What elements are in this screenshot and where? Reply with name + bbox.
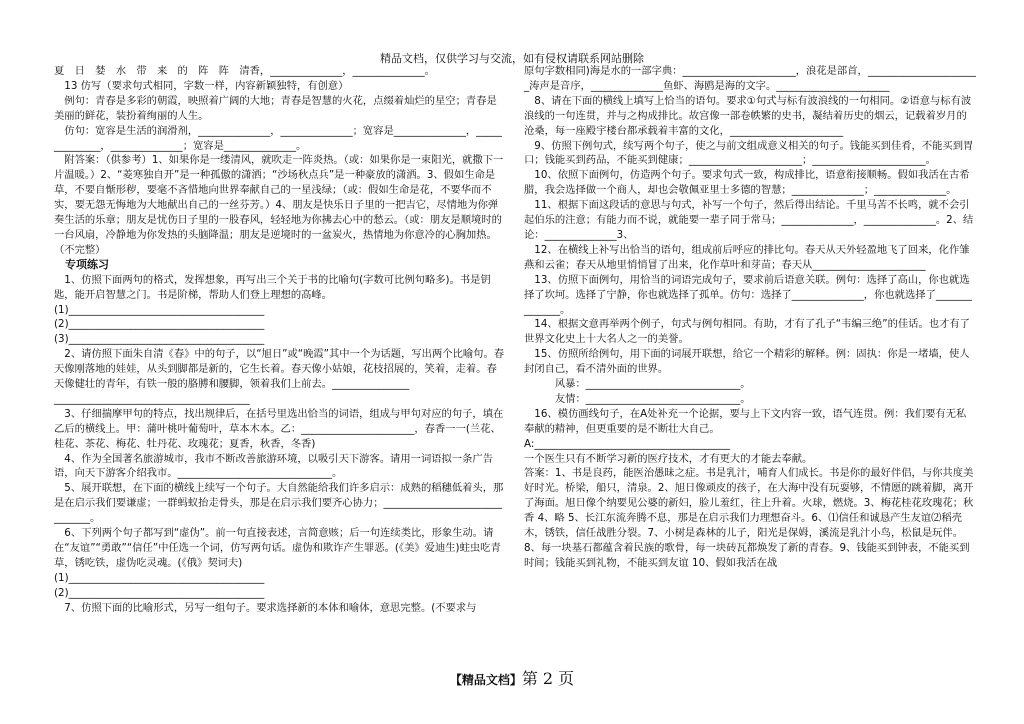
right-para: 一个医生只有不断学习新的医疗技术，才有更大的才能去奉献。 xyxy=(524,452,813,465)
page-header: 精品文档，仅供学习与交流，如有侵权请联系网站删除 xyxy=(380,52,644,65)
left-para: 夏 日 婪 水 带 来 的 阵 阵 清香，______________，______________。 xyxy=(54,65,435,77)
left-para: 2、请仿照下面朱自清《春》中的句子，以“旭日”或“晚霞”其中一个为话题，写出两个比喻句。春天像刚落地的娃娃，从头到脚都是新的，它生长着。春天像小姑娘，花枝招展的，笑着，走着。春天像健壮的青年，有铁一般的胳膊和腰脚，领着我们上前去。_______________ xyxy=(54,348,505,391)
right-column xyxy=(524,64,976,571)
left-para: 例句：青春是多彩的朝霞，映照着广阔的大地；青春是智慧的火花，点缀着灿烂的星空；青春是美丽的鲜花，装扮着绚丽的人生。 xyxy=(54,94,497,122)
left-para: 1、仿照下面两句的格式，发挥想象，再写出三个关于书的比喻句(字数可比例句略多)。书是钥匙，能开启智慧之门。书是阶梯，帮助人们登上理想的高峰。 xyxy=(54,273,491,301)
section-heading: 专项练习 xyxy=(54,257,109,271)
answer-line: (3)______________________________________ xyxy=(54,333,265,346)
left-para: 13 仿写（要求句式相同，字数一样，内容新颖独特，有创意） xyxy=(54,79,349,92)
page-footer xyxy=(0,666,1024,689)
answer-line: (1)______________________________________ xyxy=(54,571,265,584)
left-para: 仿句：宽容是生活的润滑剂，______________，______________；宽容是______________，______________，______________；宽容是______________。 xyxy=(54,124,502,152)
left-para: 附答案：（供参考）1、如果你是一缕清风，就吹走一阵炎热。（或：如果你是一束阳光，就撒下一片温暖。）2、“菱寒独自开”是一种孤傲的潇洒；“沙场秋点兵”是一种豪放的潇洒。3、假如生命是草，不要自惭形秽，要毫不吝惜地向世界奉献自己的一星浅绿；（或：假如生命是花，不要华而不实，要无怨无悔地为大地献出自己的一丝芬芳。）4、朋友是快乐日子里的一把吉它，尽情地为你弹奏生活的乐章；朋友是忧伤日子里的一股春风，轻轻地为你拂去心中的愁云。（或：朋友是顺境时的一台风扇，冷静地为你发热的头脑降温；朋友是逆境时的一盆炭火，热情地为你意冷的心胸加热。（不完整） xyxy=(54,154,504,256)
left-para: 3、仔细揣摩甲句的特点，找出规律后，在括号里选出恰当的词语，组成与甲句对应的句子，填在乙后的横线上。甲：蒲叶桃叶葡萄叶，草本木本。乙：______________________，春香一一(兰花、桂花、茶花、梅花、牡丹花、玫瑰花；夏香，秋香，冬香) xyxy=(54,407,504,450)
answer-line: 风暴：______________________________。 xyxy=(524,378,751,391)
right-para: 9、仿照下例句式，续写两个句子，使之与前文组成意义相关的句子。钱能买到佳肴，不能买到胃口；钱能买到药品，不能买到健康；______________________；______________________。 xyxy=(524,139,974,167)
right-para: 15、仿照所给例句，用下面的词展开联想，给它一个精彩的解释。例：固执：你是一堵墙，使人封闭自己，看不清外面的世界。 xyxy=(524,348,970,376)
answer-key: 答案：1、书是良药，能医治愚昧之症。书是乳汁，哺育人们成长。书是你的最好伴侣，与你共度美好时光。桥梁，船只，清泉。2、旭日像顽皮的孩子，在大海中没有玩耍够，不情愿的跳着脚，离开了海面。旭日像个纳要见公婆的新妇，脸儿羞红，往上升着。火球，燃烧。3、梅花桂花玫瑰花；秋香 4、略 5、长江东流奔腾不息，那是在启示我们力理想奋斗。6、⑴信任和诚恳产生友谊⑵稻壳木，锈铁，信任战胜分裂。7、小树是森林的儿子，阳光是保姆，溪流是乳汁小鸟，松鼠是玩伴。8、每一块基石都蕴含着民族的歌骨，每一块砖瓦都焕发了新的青春。9、钱能买到钟表，不能买到时间；钱能买到礼物，不能买到友谊 10、假如我活在战 xyxy=(524,467,974,569)
right-para: 16、模仿画线句子，在A处补充一个论据，要与上下文内容一致，语气连贯。例：我们要有无私奉献的精神，但更重要的是不断壮大自己。 xyxy=(524,407,967,435)
answer-line: (2)______________________________________ xyxy=(54,586,265,599)
answer-line: ______________________________________ xyxy=(54,392,250,405)
answer-line: A:______________________________________ xyxy=(524,437,730,450)
right-para: 14、根据文意再举两个例子，句式与例句相同。有助，才有了孔子“韦编三绝”的佳话。也才有了世界文化史上十大名人之一的美誉。 xyxy=(524,318,970,346)
page-number: 第 2 页 xyxy=(521,669,575,688)
left-para: 4、作为全国著名旅游城市，我市不断改善旅游环境，以吸引天下游客。请用一词语拟一条广告语，向天下游客介绍我市。______________________________。 xyxy=(54,452,494,480)
answer-line: (1)______________________________________ xyxy=(54,303,265,316)
left-para: 5、展开联想，在下面的横线上续写一个句子。大自然能给我们许多启示：成熟的稻穗低着头，那是在启示我们要谦虚；一群蚂蚁抬走骨头，那是在启示我们要齐心协力；______________________________。 xyxy=(54,482,504,525)
answer-line: 友情：______________________________。 xyxy=(524,392,751,405)
answer-line: (2)______________________________________ xyxy=(54,318,265,331)
right-para: 12、在横线上补写出恰当的语句，组成前后呼应的排比句。春天从天外轻盈地飞了回来，化作雏燕和云雀；春天从地里悄悄冒了出来，化作草叶和芽苗；春天从______________________ xyxy=(524,243,970,271)
left-column xyxy=(54,64,506,616)
right-para: 原句字数相同)海是水的一部字典：______________________，浪花是部首，______________________涛声是音序，______________鱼虾、海鸥是海的文字。______________________ xyxy=(524,65,976,92)
right-para: 8、请在下面的横线上填写上恰当的语句。要求①句式与标有波浪线的一句相同。②语意与标有波浪线的一句连贯，并与之构成排比。故宫像一部卷帙繁的史书，凝结着历史的烟云，记载着岁月的沧桑，每一座殿宇楼台都承载着丰富的文化，______________________ xyxy=(524,94,972,137)
left-para: 7、仿照下面的比喻形式，另写一组句子。要求选择新的本体和喻体，意思完整。(不要求与 xyxy=(54,601,477,614)
right-para: 13、仿照下面例句，用恰当的词语完成句子，要求前后语意关联。例句：选择了高山，你也就选择了坎坷。选择了宁静，你也就选择了孤单。仿句：选择了______________，你也就选择了______________。 xyxy=(524,273,972,316)
right-para: 10、依照下面例句，仿造两个句子。要求句式一致，构成排比，语意衔接顺畅。假如我活在古希腊，我会选择做一个商人，却也会敬佩亚里士多德的智慧；______________；______________。 xyxy=(524,169,970,197)
left-para: 6、下列两个句子都写到“虚伪”。前一句直接表述，言简意赅；后一句连续类比，形象生动。请在“友谊”“勇敢”“信任”中任选一个词，仿写两句话。虚伪和欺诈产生罪恶。(《美》爱迪生)蛀虫吃青草，锈吃铁，虚伪吃灵魂。(《俄》契诃夫) xyxy=(54,527,501,569)
footer-label: 【精品文档】 xyxy=(449,673,522,687)
right-para: 11、根据下面这段话的意思与句式，补写一个句子，然后得出结论。千里马苦不长鸣，就不会引起伯乐的注意；有能力而不说，就能要一辈子同于常马；______________，______________。2、结论：______________3、 xyxy=(524,199,974,241)
